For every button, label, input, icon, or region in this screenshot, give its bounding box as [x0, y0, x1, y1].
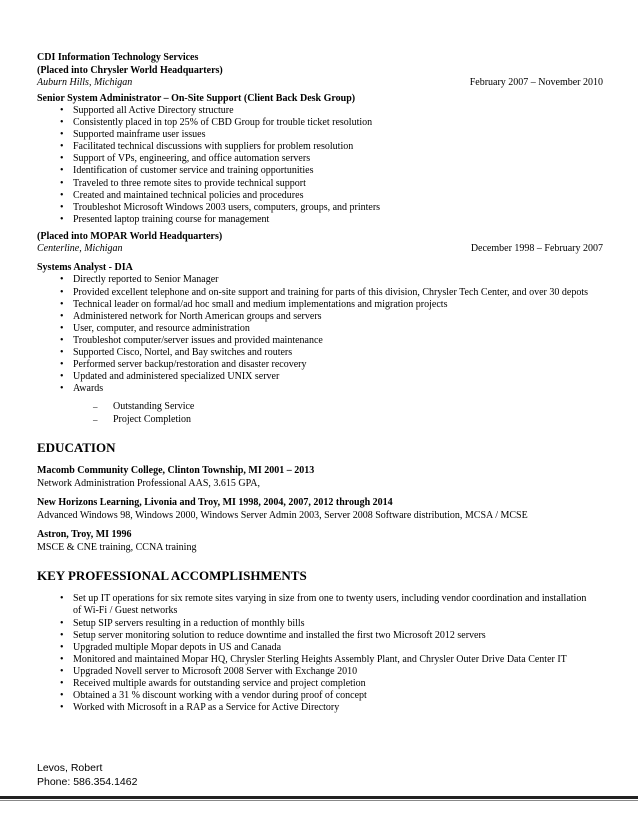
- list-item: • Awards: [37, 383, 603, 395]
- list-item: • Facilitated technical discussions with suppliers for problem resolution: [37, 141, 603, 153]
- education-entry: [37, 465, 603, 490]
- accomplishments-list: [37, 593, 603, 714]
- job-entry-mopar: [37, 231, 603, 426]
- footer-name: Levos, Robert: [37, 762, 103, 774]
- job-title: Senior System Administrator – On-Site Support (Client Back Desk Group): [37, 92, 356, 104]
- list-item: • Traveled to three remote sites to provide technical support: [37, 178, 603, 190]
- school-detail: Advanced Windows 98, Windows 2000, Windows Server Admin 2003, Server 2008 Software distribution, MCSA / MCSE: [37, 509, 528, 521]
- job-bullet-list: [37, 274, 603, 395]
- footer-divider: [0, 796, 638, 799]
- job-dates: February 2007 – November 2010: [469, 77, 603, 88]
- school-name: Macomb Community College, Clinton Township, MI 2001 – 2013: [37, 465, 315, 477]
- job-entry-cdi: [37, 52, 603, 226]
- page-footer: [37, 761, 137, 789]
- list-item: • Support of VPs, engineering, and office automation servers: [37, 153, 603, 165]
- list-item: • Identification of customer service and training opportunities: [37, 165, 603, 177]
- footer-phone: Phone: 586.354.1462: [37, 776, 138, 788]
- list-item: • Setup SIP servers resulting in a reduction of monthly bills: [37, 618, 603, 630]
- list-item: • Provided excellent telephone and on-site support and training for parts of this division, Chrysler Tech Center, and over 30 depots: [37, 287, 603, 299]
- list-item: • Supported mainframe user issues: [37, 129, 603, 141]
- list-item: • Created and maintained technical policies and procedures: [37, 190, 603, 202]
- education-heading: EDUCATION: [37, 440, 116, 456]
- list-item: • Technical leader on formal/ad hoc small and medium implementations and migration projects: [37, 299, 603, 311]
- job-dates: December 1998 – February 2007: [470, 243, 603, 255]
- list-item: • Troubleshot Microsoft Windows 2003 users, computers, groups, and printers: [37, 202, 603, 214]
- location-date-row: [37, 77, 603, 90]
- list-item: • Presented laptop training course for management: [37, 214, 603, 226]
- job-location: Auburn Hills, Michigan: [37, 77, 133, 88]
- list-item: • Received multiple awards for outstanding service and project completion: [37, 678, 603, 690]
- list-item: • User, computer, and resource administration: [37, 323, 603, 335]
- education-entry: [37, 529, 603, 554]
- list-item: • Troubleshot computer/server issues and provided maintenance: [37, 335, 603, 347]
- list-item: • Monitored and maintained Mopar HQ, Chrysler Sterling Heights Assembly Plant, and Chrysler Outer Drive Data Center IT: [37, 654, 603, 666]
- list-item: • Upgraded multiple Mopar depots in US and Canada: [37, 642, 603, 654]
- accomplishments-heading: KEY PROFESSIONAL ACCOMPLISHMENTS: [37, 568, 307, 584]
- list-item: • Upgraded Novell server to Microsoft 2008 Server with Exchange 2010: [37, 666, 603, 678]
- company-name: CDI Information Technology Services: [37, 52, 199, 63]
- location-date-row: [37, 243, 603, 256]
- education-entry: [37, 497, 603, 522]
- list-item: • Obtained a 31 % discount working with a vendor during proof of concept: [37, 690, 603, 702]
- list-item: • Worked with Microsoft in a RAP as a Service for Active Directory: [37, 702, 603, 714]
- job-bullet-list: [37, 105, 603, 226]
- footer-divider-thin: [0, 800, 638, 801]
- list-item: • Administered network for North American groups and servers: [37, 311, 603, 323]
- list-item: • Supported all Active Directory structure: [37, 105, 603, 117]
- resume-page: [37, 52, 603, 714]
- list-item: • Setup server monitoring solution to reduce downtime and installed the first two Microsoft 2012 servers: [37, 630, 603, 642]
- school-detail: Network Administration Professional AAS, 3.615 GPA,: [37, 477, 260, 489]
- list-item: • Performed server backup/restoration and disaster recovery: [37, 359, 603, 371]
- list-item: – Project Completion: [37, 414, 603, 427]
- awards-sublist: [37, 401, 603, 426]
- placement-note: (Placed into Chrysler World Headquarters): [37, 64, 223, 76]
- list-item: • Supported Cisco, Nortel, and Bay switches and routers: [37, 347, 603, 359]
- placement-note: (Placed into MOPAR World Headquarters): [37, 230, 223, 242]
- list-item: • Directly reported to Senior Manager: [37, 274, 603, 286]
- school-detail: MSCE & CNE training, CCNA training: [37, 541, 197, 553]
- school-name: Astron, Troy, MI 1996: [37, 529, 132, 541]
- job-location: Centerline, Michigan: [37, 243, 123, 255]
- job-title: Systems Analyst - DIA: [37, 261, 133, 273]
- list-item: • Consistently placed in top 25% of CBD Group for trouble ticket resolution: [37, 117, 603, 129]
- list-item: • Set up IT operations for six remote sites varying in size from one to twenty users, including vendor coordination and installation of Wi-Fi / Guest networks: [37, 593, 603, 617]
- list-item: • Updated and administered specialized UNIX server: [37, 371, 603, 383]
- list-item: – Outstanding Service: [37, 401, 603, 414]
- school-name: New Horizons Learning, Livonia and Troy, MI 1998, 2004, 2007, 2012 through 2014: [37, 497, 393, 509]
